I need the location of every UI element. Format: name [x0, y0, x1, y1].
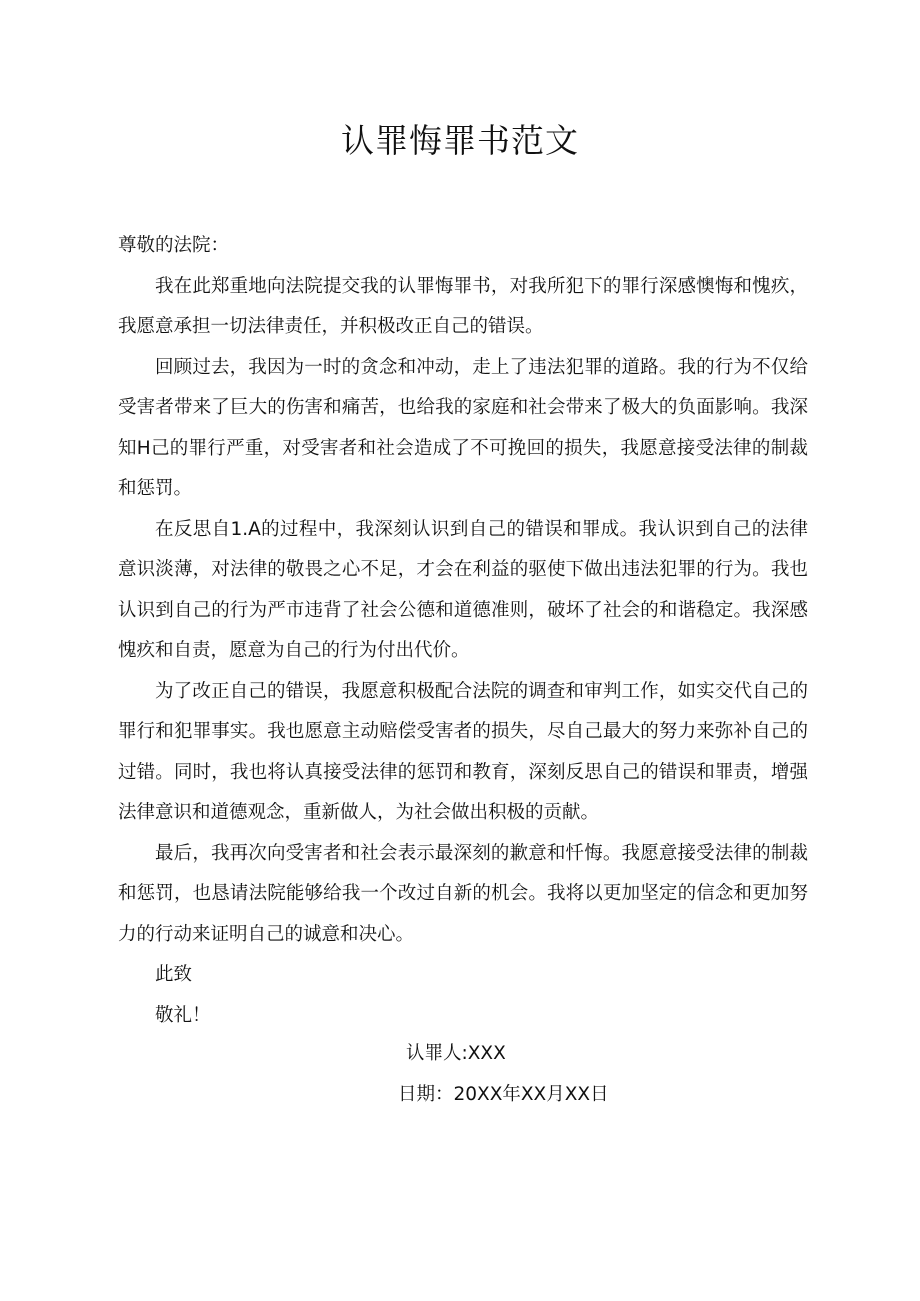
signer-name: 认罪人:XXX — [406, 1043, 506, 1064]
document-body — [118, 226, 808, 1036]
document-title: 认罪悔罪书范文 — [341, 121, 579, 160]
closing-line-1: 此致 — [155, 964, 193, 985]
paragraph-1: 我在此郑重地向法院提交我的认罪悔罪书，对我所犯下的罪行深感懊悔和愧疚，我愿意承担一切法律责任，并积极改正自己的错误。 — [118, 275, 808, 337]
paragraph-4: 为了改正自己的错误，我愿意积极配合法院的调查和审判工作，如实交代自己的罪行和犯罪事实。我也愿意主动赔偿受害者的损失，尽自己最大的努力来弥补自己的过错。同时，我也将认真接受法律的惩罚和教育，深刻反思自己的错误和罪责，增强法律意识和道德观念，重新做人，为社会做出积极的贡献。 — [118, 680, 808, 823]
salutation: 尊敬的法院： — [118, 235, 230, 256]
paragraph-5: 最后，我再次向受害者和社会表示最深刻的歉意和忏悔。我愿意接受法律的制裁和惩罚，也恳请法院能够给我一个改过自新的机会。我将以更加坚定的信念和更加努力的行动来证明自己的诚意和决心。 — [118, 842, 808, 945]
paragraph-2: 回顾过去，我因为一时的贪念和冲动，走上了违法犯罪的道路。我的行为不仅给受害者带来了巨大的伤害和痛苦，也给我的家庭和社会带来了极大的负面影响。我深知H己的罪行严重，对受害者和社会造成了不可挽回的损失，我愿意接受法律的制裁和惩罚。 — [118, 356, 808, 499]
signature-date: 日期：20XX年XX月XX日 — [398, 1084, 609, 1105]
paragraph-3: 在反思自1.A的过程中，我深刻认识到自己的错误和罪成。我认识到自己的法律意识淡薄，对法律的敬畏之心不足，才会在利益的驱使下做出违法犯罪的行为。我也认识到自己的行为严市违背了社会公德和道德准则，破坏了社会的和谐稳定。我深感愧疚和自责，愿意为自己的行为付出代价。 — [118, 518, 808, 661]
closing-line-2: 敬礼！ — [155, 1004, 211, 1026]
